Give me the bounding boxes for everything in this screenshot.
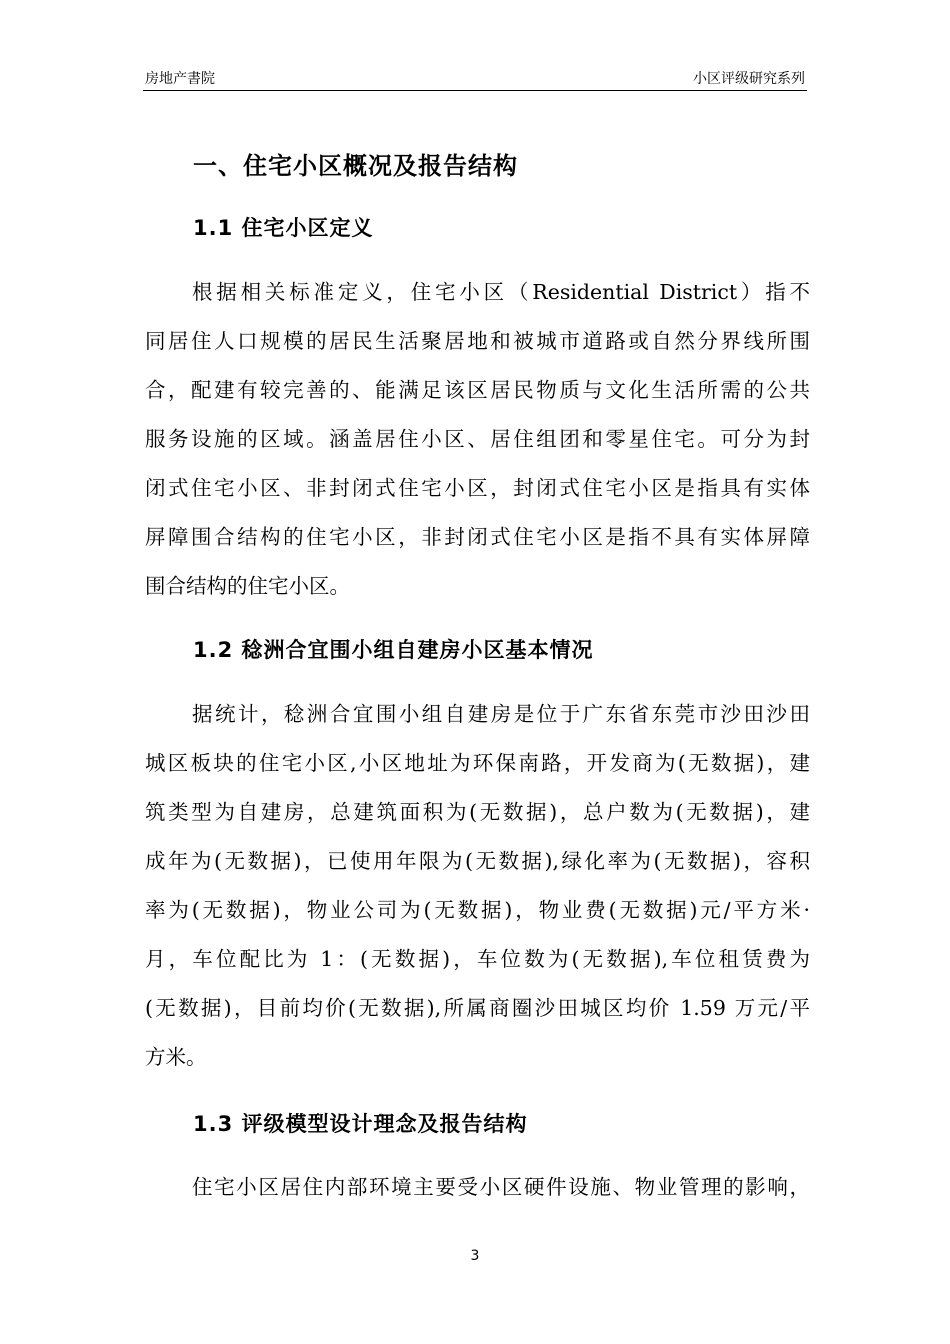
paragraph-line: 围合结构的住宅小区。: [145, 574, 350, 598]
header-right-title: 小区评级研究系列: [693, 71, 805, 87]
paragraph-line: 率为(无数据)，物业公司为(无数据)，物业费(无数据)元/平方米·: [145, 898, 810, 922]
paragraph-line: 筑类型为自建房，总建筑面积为(无数据)，总户数为(无数据)，建: [145, 800, 810, 824]
paragraph-line: 根据相关标准定义，住宅小区（Residential District）指不: [192, 280, 810, 304]
paragraph-line: 屏障围合结构的住宅小区，非封闭式住宅小区是指不具有实体屏障: [145, 525, 810, 549]
section-1-3-heading: 1.3 评级模型设计理念及报告结构: [193, 1112, 528, 1136]
paragraph-line: 成年为(无数据)，已使用年限为(无数据),绿化率为(无数据)，容积: [145, 849, 810, 873]
page-header: [143, 62, 807, 91]
section-1-2-heading: 1.2 稔洲合宜围小组自建房小区基本情况: [193, 638, 594, 662]
paragraph-line: 月，车位配比为 1：(无数据)，车位数为(无数据),车位租赁费为: [145, 947, 810, 971]
paragraph-line: 合，配建有较完善的、能满足该区居民物质与文化生活所需的公共: [145, 378, 810, 402]
paragraph-line: 闭式住宅小区、非封闭式住宅小区，封闭式住宅小区是指具有实体: [145, 476, 810, 500]
chapter-heading: 一、住宅小区概况及报告结构: [193, 152, 518, 180]
header-left-title: 房地产書院: [145, 71, 215, 87]
paragraph-line: 据统计，稔洲合宜围小组自建房是位于广东省东莞市沙田沙田: [192, 702, 810, 726]
paragraph-line: 同居住人口规模的居民生活聚居地和被城市道路或自然分界线所围: [145, 329, 810, 353]
section-1-1-heading: 1.1 住宅小区定义: [193, 216, 374, 240]
paragraph-line: 住宅小区居住内部环境主要受小区硬件设施、物业管理的影响，: [192, 1175, 810, 1199]
paragraph-line: 服务设施的区域。涵盖居住小区、居住组团和零星住宅。可分为封: [145, 427, 810, 451]
paragraph-line: 方米。: [145, 1045, 207, 1069]
paragraph-line: (无数据)，目前均价(无数据),所属商圈沙田城区均价 1.59 万元/平: [145, 996, 810, 1020]
paragraph-line: 城区板块的住宅小区,小区地址为环保南路，开发商为(无数据)，建: [145, 751, 810, 775]
page-number: 3: [470, 1248, 480, 1264]
